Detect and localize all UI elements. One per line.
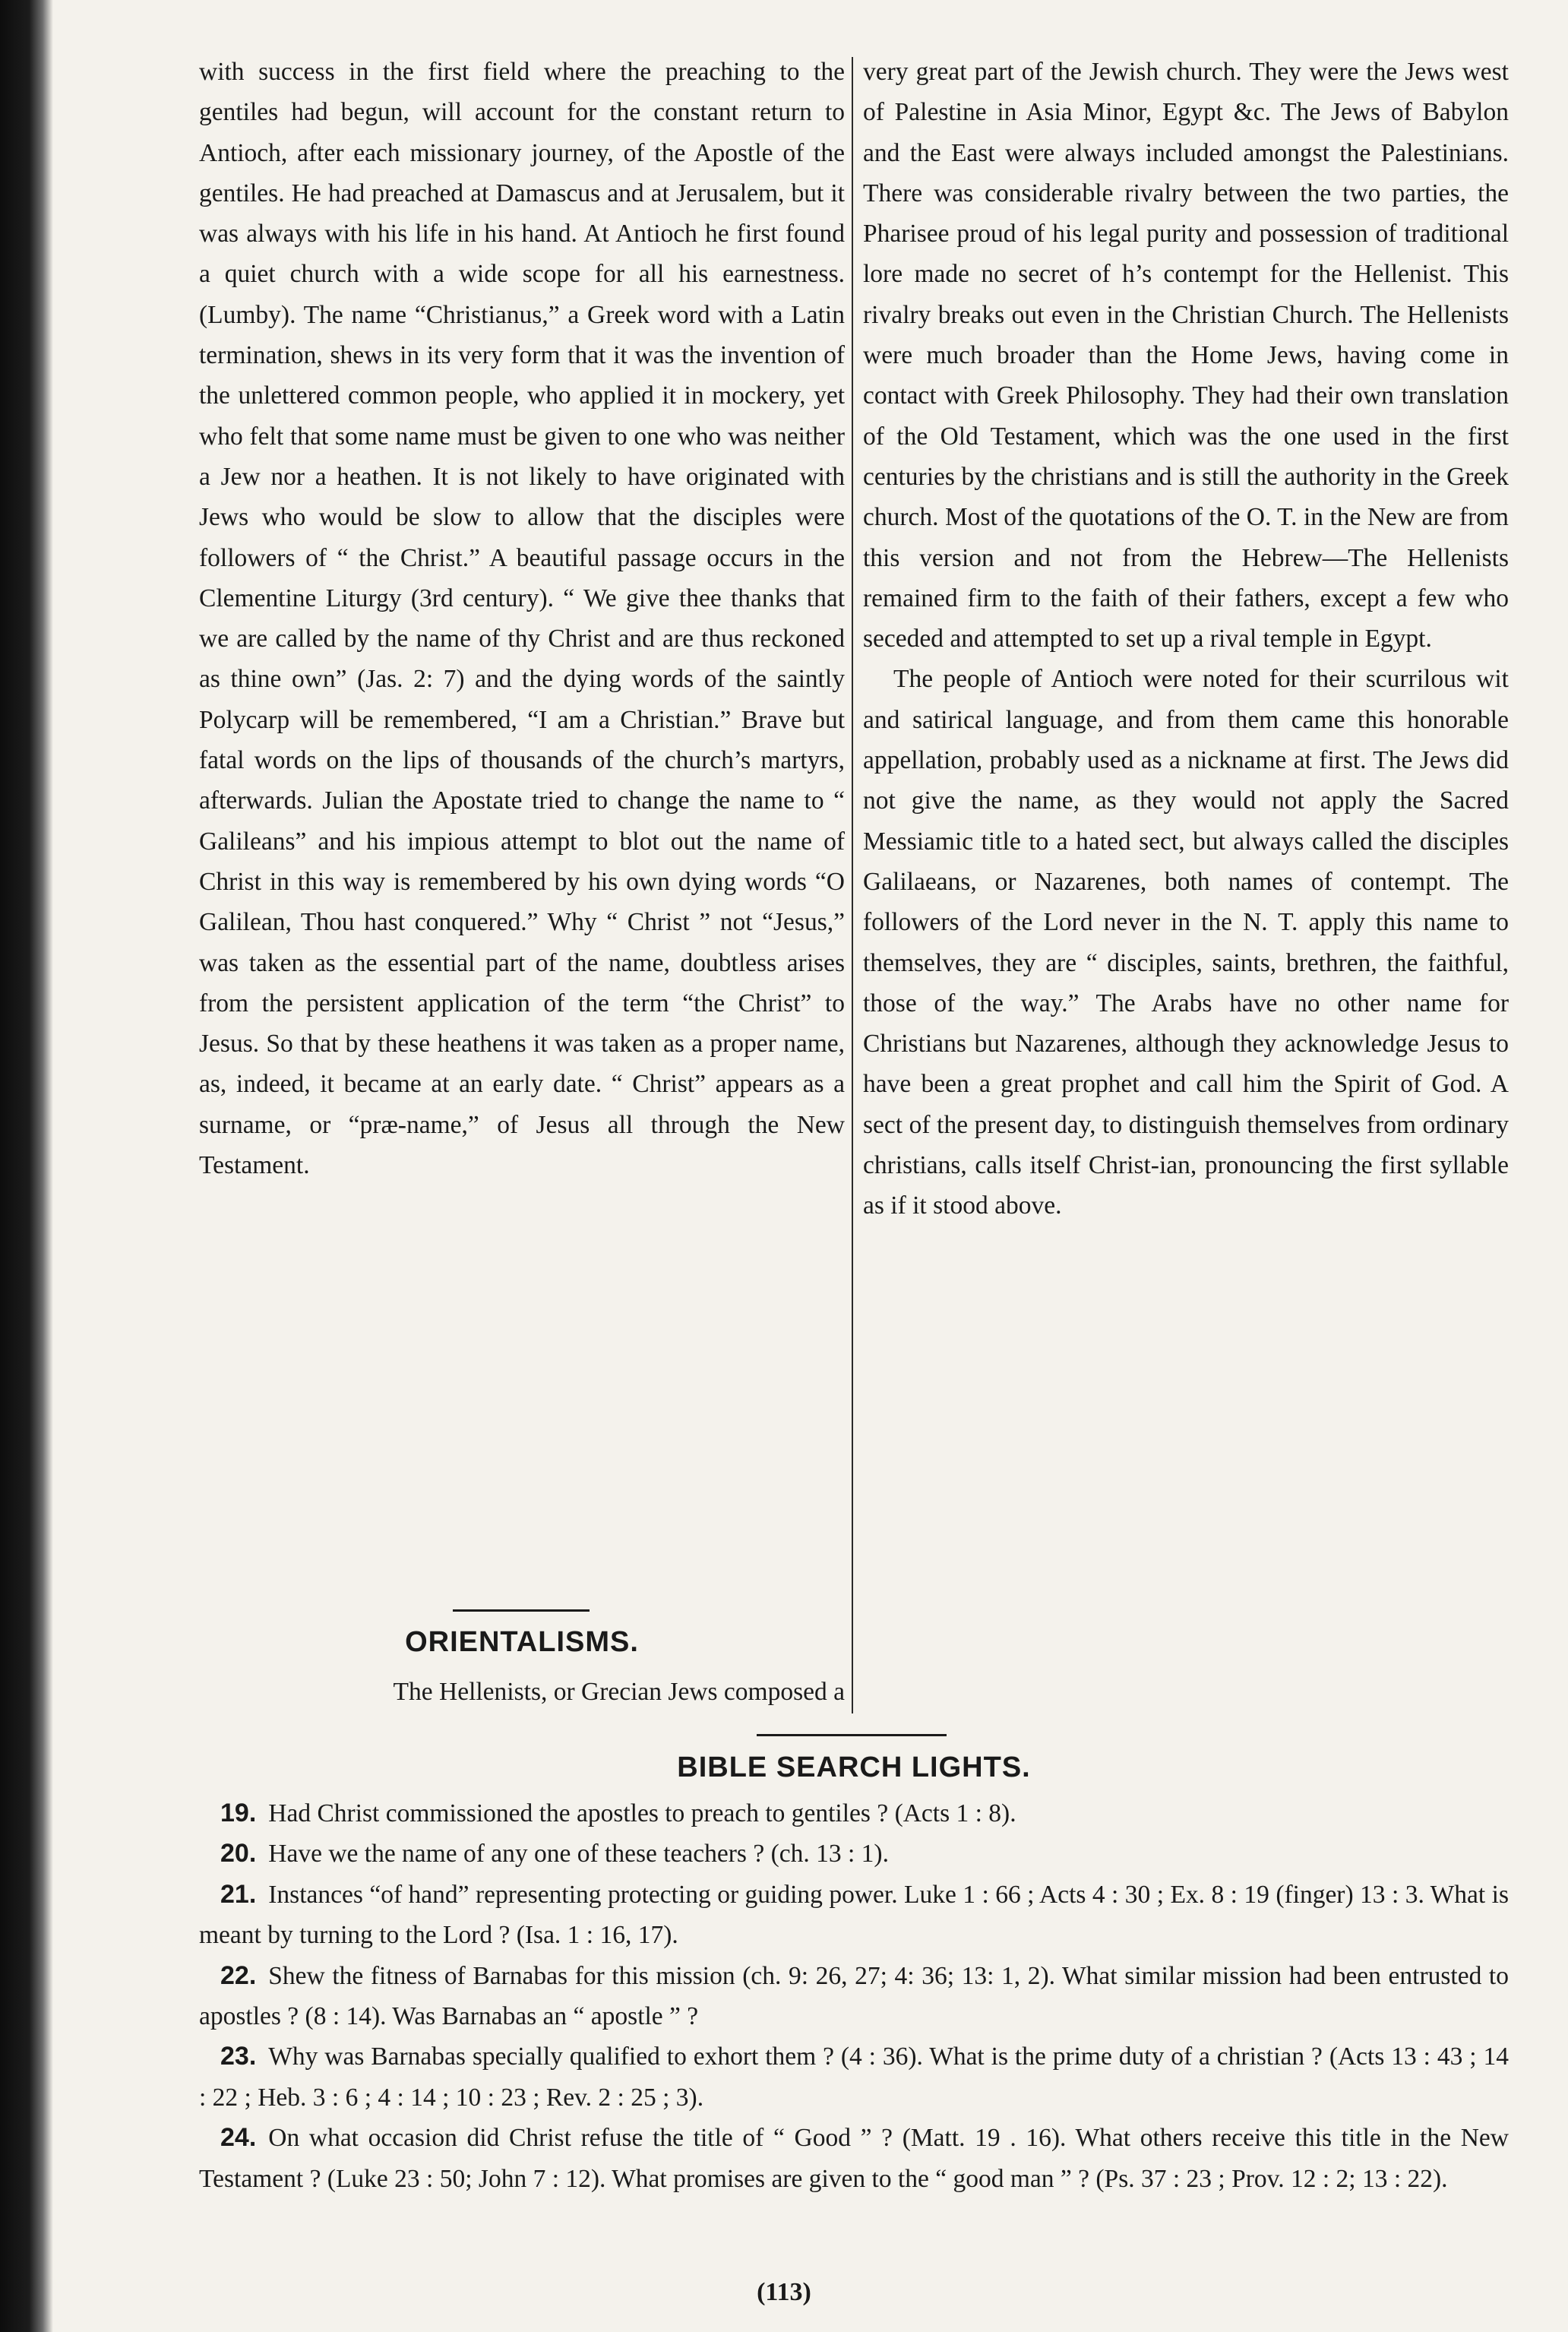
- section-divider-short: [453, 1609, 590, 1612]
- right-paragraph-1: very great part of the Jewish church. They were the Jews west of Palestine in Asia Minor, Egypt &c. The Jews of Babylon and the East were always included amongst the Palestinians. There was considerable rivalry between the two parties, the Pharisee proud of his legal purity and possession of traditional lore made no secret of h’s contempt for the Hellenist. This rivalry breaks out even in the Christian Church. The Hellenists were much broader than the Home Jews, having come in contact with Greek Philosophy. They had their own translation of the Old Testament, which was the one used in the first centuries by the christians and is still the authority in the Greek church. Most of the quotations of the O. T. in the New are from this version and not from the Hebrew—The Hellenists remained firm to the faith of their fathers, except a few who seceded and attempted to set up a rival temple in Egypt.: [863, 58, 1509, 653]
- question-number: 21.: [220, 1879, 257, 1909]
- orientalisms-heading: ORIENTALISMS.: [405, 1626, 639, 1658]
- section-divider: [757, 1734, 947, 1736]
- question-text: Had Christ commissioned the apostles to preach to gentiles ? (Acts 1 : 8).: [268, 1799, 1016, 1827]
- right-column: [863, 52, 1509, 1226]
- book-spine-shadow: [0, 0, 53, 2332]
- left-column: [199, 52, 845, 1185]
- left-paragraph: with success in the first field where the preaching to the gentiles had begun, will account for the constant return to Antioch, after each missionary journey, of the Apostle of the gentiles. He had preached at Damascus and at Jerusalem, but it was always with his life in his hand. At Antioch he first found a quiet church with a wide scope for all his earnestness. (Lumby). The name “Christianus,” a Greek word with a Latin termination, shews in its very form that it was the invention of the unlettered common people, who applied it in mockery, yet who felt that some name must be given to one who was neither a Jew nor a heathen. It is not likely to have originated with Jews who would be slow to allow that the disciples were followers of “ the Christ.” A beautiful passage occurs in the Clementine Liturgy (3rd century). “ We give thee thanks that we are called by the name of thy Christ and are thus reckoned as thine own” (Jas. 2: 7) and the dying words of the saintly Polycarp will be remembered, “I am a Christian.” Brave but fatal words on the lips of thousands of the church’s martyrs, afterwards. Julian the Apostate tried to change the name to “ Galileans” and his impious attempt to blot out the name of Christ in this way is remembered by his own dying words “O Galilean, Thou hast conquered.” Why “ Christ ” not “Jesus,” was taken as the essential part of the name, doubtless arises from the persistent application of the term “the Christ” to Jesus. So that by these heathens it was taken as a proper name, as, indeed, it became at an early date. “ Christ” appears as a surname, or “præ-name,” of Jesus all through the New Testament.: [199, 58, 845, 1180]
- question-number: 24.: [220, 2123, 257, 2153]
- question-text: Have we the name of any one of these teachers ? (ch. 13 : 1).: [268, 1840, 889, 1868]
- question-item: [199, 2036, 1509, 2118]
- page-number: (113): [757, 2278, 811, 2306]
- question-item: [199, 1956, 1509, 2037]
- question-item: [199, 1875, 1509, 1956]
- right-paragraph-2: The people of Antioch were noted for their scurrilous wit and satirical language, and from them came this honorable appellation, probably used as a nickname at first. The Jews did not give the name, as they would not apply the Sacred Messiamic title to a hated sect, but always called the disciples Galilaeans, or Nazarenes, both names of contempt. The followers of the Lord never in the N. T. apply this name to themselves, they are “ disciples, saints, brethren, the faithful, those of the way.” The Arabs have no other name for Christians but Nazarenes, although they acknowledge Jesus to have been a great prophet and call him the Spirit of God. A sect of the present day, to distinguish themselves from ordinary christians, calls itself Christ-ian, pronouncing the first syllable as if it stood above.: [863, 665, 1509, 1220]
- question-item: [199, 1834, 1509, 1874]
- column-divider: [852, 57, 853, 1713]
- question-text: Instances “of hand” representing protecting or guiding power. Luke 1 : 66 ; Acts 4 : 30 ; Ex. 8 : 19 (finger) 13 : 3. What is meant by turning to the Lord ? (Isa. 1 : 16, 17).: [199, 1880, 1509, 1950]
- orientalisms-text: The Hellenists, or Grecian Jews composed a: [393, 1678, 845, 1706]
- question-number: 23.: [220, 2042, 257, 2071]
- question-text: Shew the fitness of Barnabas for this mission (ch. 9: 26, 27; 4: 36; 13: 1, 2). What similar mission had been entrusted to apostles ? (8 : 14). Was Barnabas an “ apostle ” ?: [199, 1961, 1509, 2031]
- question-number: 19.: [220, 1799, 257, 1827]
- question-text: Why was Barnabas specially qualified to exhort them ? (4 : 36). What is the prime duty of a christian ? (Acts 13 : 43 ; 14 : 22 ; Heb. 3 : 6 ; 4 : 14 ; 10 : 23 ; Rev. 2 : 25 ; 3).: [199, 2042, 1509, 2112]
- question-list: [199, 1793, 1509, 2199]
- question-number: 20.: [220, 1839, 257, 1868]
- question-number: 22.: [220, 1960, 257, 1990]
- question-item: [199, 1793, 1509, 1834]
- bible-search-heading: BIBLE SEARCH LIGHTS.: [677, 1751, 1031, 1783]
- question-item: [199, 2118, 1509, 2199]
- question-text: On what occasion did Christ refuse the title of “ Good ” ? (Matt. 19 . 16). What others receive this title in the New Testament ? (Luke 23 : 50; John 7 : 12). What promises are given to the “ good man ” ? (Ps. 37 : 23 ; Prov. 12 : 2; 13 : 22).: [199, 2124, 1509, 2193]
